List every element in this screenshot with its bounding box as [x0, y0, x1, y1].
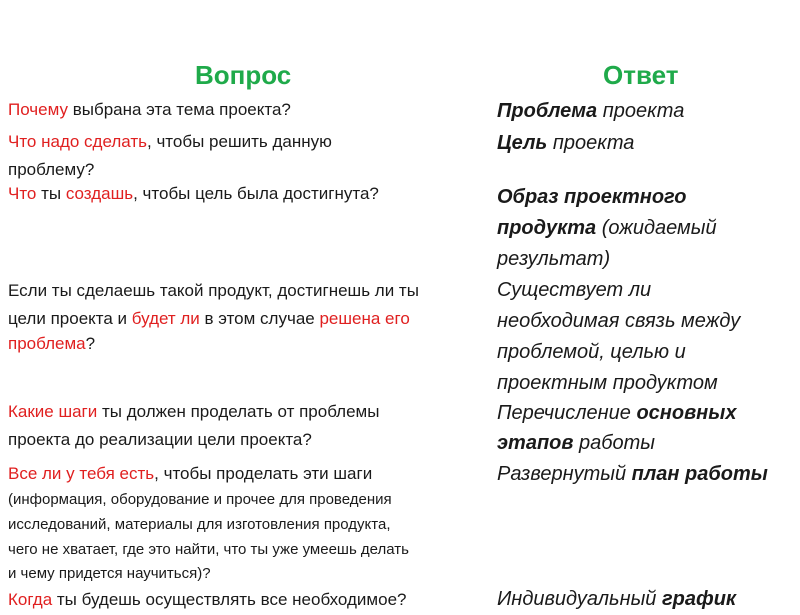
answer-1: [497, 96, 684, 127]
question-7: [8, 586, 406, 614]
question-4-line-3: [8, 330, 95, 358]
question-column-header: Вопрос: [195, 60, 292, 90]
answer-3-line-1: [497, 182, 686, 213]
question-3-text-1: ты: [36, 184, 66, 203]
question-6-line-4: чего не хватает, где это найти, что ты уже умеешь делать: [8, 541, 409, 558]
question-4-text-1: цели проекта и: [8, 309, 132, 328]
question-4-line-2: [8, 305, 410, 333]
question-5-line-2: проекта до реализации цели проекта?: [8, 430, 312, 449]
answer-7-text: Индивидуальный: [497, 588, 662, 610]
answer-4-line-2: необходимая связь между: [497, 310, 741, 332]
answer-3-line-3: результат): [497, 248, 611, 270]
question-4-highlight-3: проблема: [8, 334, 86, 353]
answer-2: [497, 128, 634, 159]
answer-6-bold: план работы: [631, 463, 768, 485]
answer-5-line-1: [497, 398, 736, 429]
question-3-highlight-1: Что: [8, 184, 37, 203]
answer-1-bold: Проблема: [497, 100, 598, 122]
answer-3-bold-2: продукта: [497, 217, 597, 239]
answer-4-line-4: проектным продуктом: [497, 372, 718, 394]
answer-5-text-2: работы: [573, 432, 656, 454]
answer-2-bold: Цель: [497, 132, 548, 154]
question-5-highlight: Какие шаги: [8, 402, 98, 421]
answer-6-text: Развернутый: [497, 463, 632, 485]
question-2-highlight: Что надо сделать: [8, 132, 147, 151]
question-6-line-3: исследований, материалы для изготовления продукта,: [8, 516, 391, 533]
question-6-text: , чтобы проделать эти шаги: [154, 464, 373, 483]
answer-1-text: проекта: [597, 100, 685, 122]
answer-3-bold-1: Образ проектного: [497, 186, 687, 208]
question-1-text: выбрана эта тема проекта?: [68, 100, 291, 119]
question-6: [8, 460, 372, 488]
answer-5-bold-1: основных: [636, 402, 737, 424]
question-7-highlight: Когда: [8, 590, 53, 609]
question-6-highlight: Все ли у тебя есть: [8, 464, 155, 483]
question-2-line-2: проблему?: [8, 160, 95, 179]
answer-column-header: Ответ: [603, 60, 679, 90]
answer-5-bold-2: этапов: [497, 432, 574, 454]
answer-4-line-3: проблемой, целью и: [497, 341, 686, 363]
question-6-line-2: (информация, оборудование и прочее для проведения: [8, 491, 392, 508]
answer-6: [497, 459, 768, 490]
question-4-text-3: ?: [85, 334, 96, 353]
answer-3-line-2: [497, 213, 717, 244]
answer-4-line-1: Существует ли: [497, 279, 652, 301]
answer-2-text: проекта: [547, 132, 635, 154]
question-6-line-5: и чему придется научиться)?: [8, 565, 211, 582]
question-3-highlight-2: создашь: [65, 184, 134, 203]
question-4-line-1: Если ты сделаешь такой продукт, достигнешь ли ты: [8, 281, 419, 300]
question-3-text-2: , чтобы цель была достигнута?: [133, 184, 379, 203]
answer-7-bold: график: [661, 588, 737, 610]
question-5: [8, 398, 379, 426]
question-4-text-2: в этом случае: [199, 309, 320, 328]
answer-5-text-1: Перечисление: [497, 402, 637, 424]
question-5-text: ты должен проделать от проблемы: [97, 402, 380, 421]
question-4-highlight-2: решена его: [319, 309, 410, 328]
answer-5-line-2: [497, 428, 655, 459]
answer-3-text: (ожидаемый: [596, 217, 717, 239]
question-4-highlight-1: будет ли: [131, 309, 200, 328]
question-7-text: ты будешь осуществлять все необходимое?: [52, 590, 407, 609]
question-1: [8, 96, 291, 124]
question-3: [8, 180, 379, 208]
question-1-highlight: Почему: [8, 100, 68, 119]
question-2-text: , чтобы решить данную: [147, 132, 332, 151]
question-2: [8, 128, 332, 156]
